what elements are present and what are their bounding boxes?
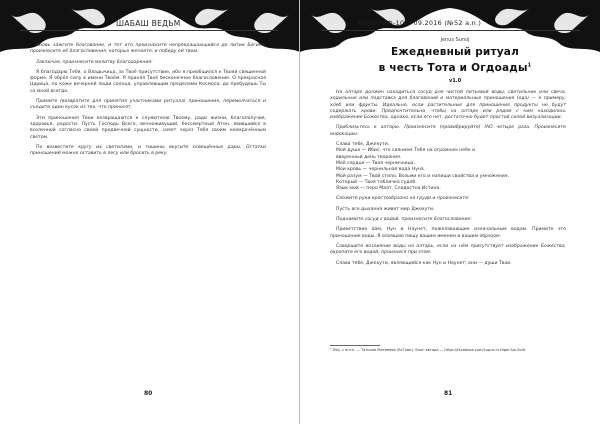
- article-title-line2: [330, 62, 580, 74]
- right-page-body: [330, 90, 566, 271]
- article-author: Jenus Sunoj: [440, 37, 470, 43]
- verse-line: Который — Твоя табличка судеб.: [336, 179, 417, 185]
- paragraph: Слава тебе, Джехути, являющийся как Нун и Наунет; они — души Твои.: [336, 260, 512, 266]
- page-number-left: 80: [144, 390, 153, 397]
- running-head-left: ШАБАШ ВЕДЬМ: [116, 19, 181, 28]
- page-number-right: 81: [444, 390, 453, 397]
- verse-line: Мой разум — Твой стило. Возьми его и напиши свойства и умножение,: [336, 173, 510, 179]
- verse-line: Мои кровь — чернильная вода Нуна.: [336, 167, 426, 173]
- paragraph: Приблизьтесь к алтарю. Произнесите (провибрируйте) IAO четыре раза. Произнесите инвокацию:: [330, 125, 566, 137]
- right-page: [300, 0, 600, 424]
- header-rule-left: [20, 30, 278, 31]
- footnote-mark: 1: [527, 62, 532, 69]
- title-text: в честь Тота и Огдоады: [378, 62, 528, 74]
- paragraph: Заключая, произнесите молитву благодарения:: [36, 59, 153, 65]
- header-rule-right: [322, 30, 580, 31]
- verse-line: вверенный день творения.: [336, 154, 402, 160]
- paragraph: Приветствие вам, Нун и Наунет, пожелавающие изначальным водам. Примите это приношение воды. Я освящаю пищу вашим именем и вашим образом.: [330, 227, 566, 239]
- paragraph: Эти приношения Твои возвращаются к служителю Твоему, ради жизни, благополучия, здоровья, радости. Пусть Господь Всего, вечноживущий, бессмертный Атон, явившийся в вселенной согласно своей предвечной сущности, сияет через Тебя своим неомрачённым светом.: [30, 115, 266, 140]
- footnote: ¹ Пер. с англ. — Татьяна Матвеева (Ri-Tjaer). Блог автора — https://facebook.com/Lupus.In.Higer.Sol.Solis: [330, 348, 526, 352]
- paragraph: Я благодарю Тебя, о Владычица, за Твоё присутствие, ибо я приобщился к Твоей священной форме. Я обрёл силу в имени Твоём. Я принял Твоё бесконечное благословение. О прекрасная Царица, по коже вечерней люди солнца, управляющим пределами Космоса; да пребудешь Ты со мной всегда.: [30, 69, 266, 94]
- article-title-line1: Ежедневный ритуал: [391, 46, 519, 58]
- verse-line: Мой душа — Ибис, что сиянием Тебя на огромном небе и: [336, 148, 476, 154]
- paragraph: По возвестите кругу их светилами, и тишины вкусите освящённые дары. Остатки приношений можно оставить в лесу или бросить в реку.: [30, 144, 266, 157]
- verse-line: Язык мой — перо Маат. Сладостна Истина.: [336, 186, 441, 192]
- paragraph: Примите (возвратите для принятия участниками ритуала) приношения, перемолчаться и съедите один кусок из тех, что приносят.: [30, 99, 266, 111]
- verse-line: Моё сердце — Твоя черничница.: [336, 160, 416, 166]
- paragraph: Поднимите сосуд с водой, произнесите благословение:: [336, 217, 472, 223]
- invocation-verse: [336, 142, 566, 192]
- version-label: v1.0: [448, 78, 462, 84]
- paragraph: Пусть все дыхания живет мир Джехути.: [336, 206, 435, 212]
- left-page-body: [30, 43, 266, 161]
- paragraph: Вновь зажгите благовоние, и тот кто произносите непрекращающийся до литии Богине, произнесите её благословения, которых желаете, и победу ей твою.: [30, 43, 266, 55]
- paragraph: Сложите руки крестообразно на груди и произнесите:: [336, 196, 470, 202]
- footnote-rule: [330, 345, 380, 346]
- verse-line: Слава тебе, Джехути.: [336, 142, 390, 148]
- paragraph: На алтаре должен находиться сосуд для чистой питьевой воды, светильник или свеча, ходильные или подставка для благовоний и материальные приношения (еда) — к примеру, хлеб или фрукты. Идеально, если растительные для приношения продукты не будут содержать крови. Предпочтительно, чтобы на алтаре или рядом с ним находилось изображение Божества, однако, если его нет, достаточно будет простой силой визуализации.: [330, 90, 566, 121]
- running-head-right: АПОКРИФ-107: 09.2016 (№52 a.n.): [358, 19, 482, 27]
- paragraph: Совершите возлияние воды на алтарь, если на нём присутствует изображение Божества, окропите его водой, произнеся при этом:: [330, 243, 566, 256]
